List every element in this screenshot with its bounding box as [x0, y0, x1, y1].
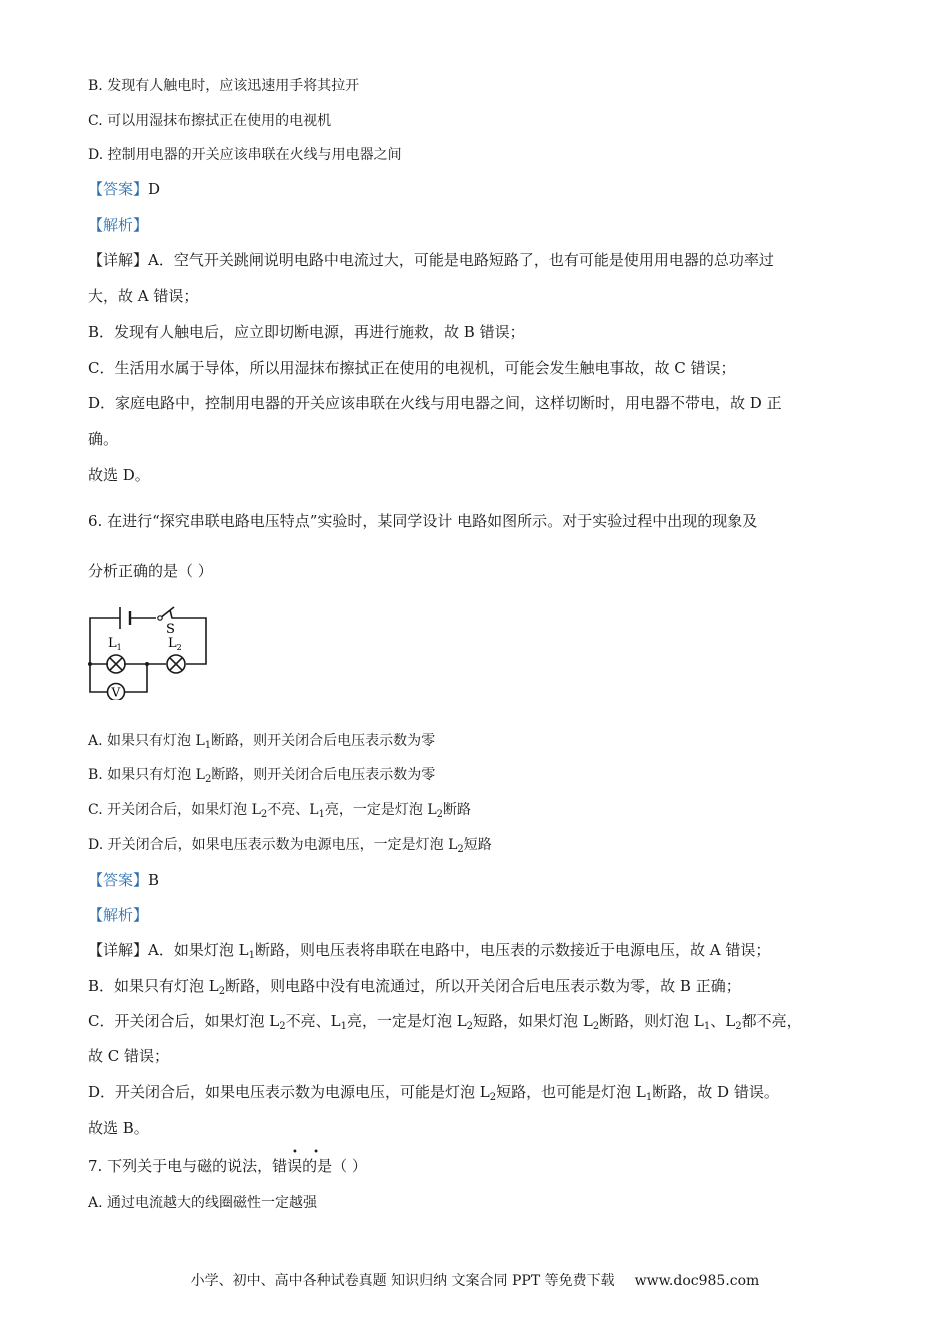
answer-value: B	[148, 871, 160, 889]
q5-detail-a-cont: 大，故 A 错误；	[88, 287, 199, 305]
q5-analysis-tag: 【解析】	[88, 216, 149, 234]
answer-tag: 【答案】	[88, 180, 149, 198]
switch-contact-left	[158, 616, 162, 620]
q6-detail-c-cont: 故 C 错误；	[88, 1047, 170, 1065]
junction-left	[88, 662, 92, 666]
q6-option-b: B. 如果只有灯泡 $L_2$断路，则开关闭合后电压表示数为零	[88, 767, 436, 785]
q5-option-d: D. 控制用电器的开关应该串联在火线与用电器之间	[88, 147, 402, 163]
answer-tag: 【答案】	[88, 871, 149, 889]
q6-detail-b: B．如果只有灯泡 $L_2$断路，则电路中没有电流通过，所以开关闭合后电压表示数为零，故 B 正确；	[88, 977, 741, 997]
voltmeter-label: V	[111, 685, 121, 700]
q7-option-a: A. 通过电流越大的线圈磁性一定越强	[88, 1195, 318, 1211]
q5-detail-d: D．家庭电路中，控制用电器的开关应该串联在火线与用电器之间，这样切断时，用电器不带电，故 D 正	[88, 394, 782, 412]
junction-middle	[145, 662, 149, 666]
q5-detail-c: C．生活用水属于导体，所以用湿抹布擦拭正在使用的电视机，可能会发生触电事故，故 C 错误；	[88, 359, 736, 377]
q6-detail-a: 【详解】A．如果灯泡 $L_1$断路，则电压表将串联在电路中，电压表的示数接近于电源电压，故 A 错误；	[88, 941, 771, 961]
q7-stem: 7. 下列关于电与磁的说法，错误的是（ ）	[88, 1157, 367, 1175]
q6-stem-line2: 分析正确的是（ ）	[88, 562, 213, 580]
q6-option-d: D. 开关闭合后，如果电压表示数为电源电压，一定是灯泡 $L_2$短路	[88, 837, 492, 855]
emphasis-dots: • •	[292, 1147, 325, 1158]
q6-option-c: C. 开关闭合后，如果灯泡 $L_2$不亮、$L_1$亮，一定是灯泡 $L_2$断路	[88, 802, 472, 820]
emphasized-word: 错误	[272, 1157, 303, 1175]
q5-detail-d-cont: 确。	[88, 430, 119, 448]
q6-option-a: A. 如果只有灯泡 $L_1$断路，则开关闭合后电压表示数为零	[88, 733, 436, 751]
page-footer	[0, 1270, 950, 1290]
q5-option-c: C. 可以用湿抹布擦拭正在使用的电视机	[88, 113, 332, 129]
q6-answer	[88, 870, 159, 890]
q6-analysis-tag: 【解析】	[88, 906, 149, 924]
footer-url[interactable]: www.doc985.com	[634, 1273, 760, 1289]
q5-detail-b: B．发现有人触电后，应立即切断电源，再进行施救，故 B 错误；	[88, 323, 525, 341]
lamp1-label: $L_1$	[108, 636, 122, 652]
q5-answer	[88, 179, 160, 199]
q5-detail-a	[88, 250, 774, 270]
answer-value: D	[148, 180, 161, 198]
q5-option-b: B. 发现有人触电时，应该迅速用手将其拉开	[88, 78, 360, 94]
detail-text: A．空气开关跳闸说明电路中电流过大，可能是电路短路了，也有可能是使用用电器的总功率过	[148, 251, 774, 269]
q6-stem-line1: 6. 在进行“探究串联电路电压特点”实验时，某同学设计 电路如图所示。对于实验过程中出现的现象及	[88, 512, 758, 530]
q6-detail-d: D．开关闭合后，如果电压表示数为电源电压，可能是灯泡 $L_2$短路，也可能是灯泡 $L_1$断路，故 D 错误。	[88, 1083, 779, 1103]
lamp2-label: $L_2$	[168, 636, 182, 652]
footer-text: 小学、初中、高中各种试卷真题 知识归纳 文案合同 PPT 等免费下载	[190, 1273, 615, 1289]
switch-label: S	[166, 622, 175, 637]
circuit-diagram	[84, 600, 214, 700]
q5-conclusion: 故选 D。	[88, 466, 150, 484]
detail-tag: 【详解】	[88, 251, 149, 269]
q6-detail-c: C．开关闭合后，如果灯泡 $L_2$不亮、$L_1$亮，一定是灯泡 $L_2$短路，如果灯泡 $L_2$断路，则灯泡 $L_1$、$L_2$都不亮，	[88, 1012, 802, 1032]
q6-conclusion: 故选 B。	[88, 1119, 149, 1137]
